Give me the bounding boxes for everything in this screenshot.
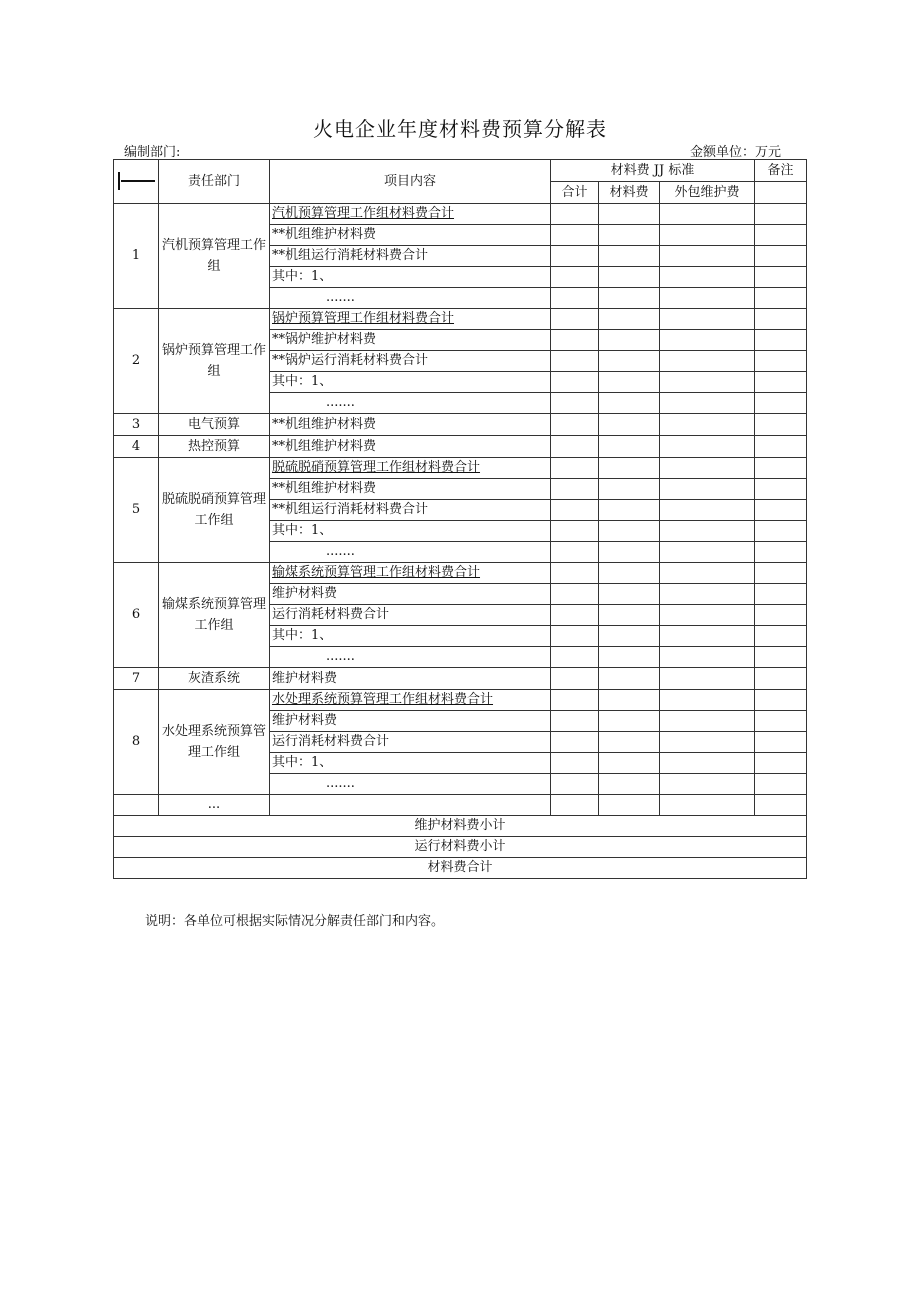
outsourced-cell-value[interactable]: [660, 753, 755, 774]
item-content: **锅炉运行消耗材料费合计: [270, 351, 551, 372]
material-cell-value[interactable]: [599, 372, 660, 393]
item-content: **机组维护材料费: [270, 414, 551, 436]
item-header: 项目内容: [270, 160, 551, 204]
group-number: 5: [114, 458, 159, 563]
item-content: 运行消耗材料费合计: [270, 605, 551, 626]
item-content: 其中：1、: [270, 626, 551, 647]
amount-unit-label: 金额单位：万元: [690, 145, 782, 160]
dept-header: 责任部门: [159, 160, 270, 204]
table-row: [114, 858, 807, 879]
remark-cell-value[interactable]: [755, 309, 807, 330]
ellipsis-dept: ...: [159, 795, 270, 816]
page-title: 火电企业年度材料费预算分解表: [313, 117, 607, 141]
summary-total: 运行材料费小计: [114, 837, 807, 858]
outsourced-cell-value[interactable]: [660, 732, 755, 753]
item-content: .......: [270, 647, 551, 668]
material-cell-value[interactable]: [599, 288, 660, 309]
remark-cell-value[interactable]: [755, 605, 807, 626]
outsourced-cell-value[interactable]: [660, 330, 755, 351]
outsourced-cell-value[interactable]: [660, 521, 755, 542]
remark-cell-value[interactable]: [755, 732, 807, 753]
material-cell-value[interactable]: [599, 267, 660, 288]
remark-cell-value[interactable]: [755, 267, 807, 288]
material-cell-value[interactable]: [599, 414, 660, 436]
total-cell-value[interactable]: [551, 711, 599, 732]
total-cell-value[interactable]: [551, 458, 599, 479]
remark-cell-value[interactable]: [755, 246, 807, 267]
total-cell-value[interactable]: [551, 267, 599, 288]
outsourced-cell-value[interactable]: [660, 246, 755, 267]
item-content: 其中：1、: [270, 267, 551, 288]
table-row: [114, 458, 807, 479]
responsible-department: 热控预算: [159, 436, 270, 458]
item-content: .......: [270, 393, 551, 414]
table-row: [114, 668, 807, 690]
responsible-department: 锅炉预算管理工作组: [159, 309, 270, 414]
group-number: 2: [114, 309, 159, 414]
group-number: 1: [114, 204, 159, 309]
group-number: 6: [114, 563, 159, 668]
material-cell-value[interactable]: [599, 351, 660, 372]
item-content: **机组维护材料费: [270, 479, 551, 500]
outsourced-cell-value[interactable]: [660, 436, 755, 458]
material-cell-value[interactable]: [599, 521, 660, 542]
table-row: [114, 816, 807, 837]
table-row: [114, 795, 807, 816]
remark-cell-value[interactable]: [755, 351, 807, 372]
material-cell-value[interactable]: [599, 690, 660, 711]
outsourced-cell-value[interactable]: [660, 458, 755, 479]
total-cell-value[interactable]: [551, 246, 599, 267]
total-cell-value[interactable]: [551, 351, 599, 372]
total-cell-value[interactable]: [551, 479, 599, 500]
outsourced-cell-value[interactable]: [660, 774, 755, 795]
item-content: .......: [270, 542, 551, 563]
material-cell-value[interactable]: [599, 500, 660, 521]
remark-cell-value[interactable]: [755, 584, 807, 605]
item-content: .......: [270, 288, 551, 309]
total-cell-value[interactable]: [551, 542, 599, 563]
remark-cell-value[interactable]: [755, 774, 807, 795]
outsourced-cell-value[interactable]: [660, 393, 755, 414]
table-row: [114, 309, 807, 330]
total-cell-value[interactable]: [551, 647, 599, 668]
group-number: 7: [114, 668, 159, 690]
total-cell-value[interactable]: [551, 605, 599, 626]
summary-total: 材料费合计: [114, 858, 807, 879]
remark-cell-value[interactable]: [755, 711, 807, 732]
remark-cell-value[interactable]: [755, 330, 807, 351]
outsourced-cell-value[interactable]: [660, 584, 755, 605]
material-cell-value[interactable]: [599, 795, 660, 816]
group-number: [114, 795, 159, 816]
corner-bar-mark: [118, 172, 120, 190]
material-cell-value[interactable]: [599, 774, 660, 795]
outsourced-cell-value[interactable]: [660, 626, 755, 647]
item-content: 其中：1、: [270, 372, 551, 393]
material-standard-header: 材料费 JJ 标准: [551, 160, 755, 182]
material-cell-value[interactable]: [599, 479, 660, 500]
total-cell-value[interactable]: [551, 626, 599, 647]
material-cell-value[interactable]: [599, 542, 660, 563]
item-content: 运行消耗材料费合计: [270, 732, 551, 753]
table-row: [114, 837, 807, 858]
outsourced-cell-value[interactable]: [660, 267, 755, 288]
total-cell-value[interactable]: [551, 584, 599, 605]
outsourced-cell-value[interactable]: [660, 351, 755, 372]
material-cell-value[interactable]: [599, 246, 660, 267]
remark-cell-value[interactable]: [755, 626, 807, 647]
outsourced-header: 外包维护费: [660, 182, 755, 204]
item-content: .......: [270, 774, 551, 795]
seq-header: [114, 160, 159, 204]
table-row: [114, 414, 807, 436]
remark-cell-value[interactable]: [755, 563, 807, 584]
outsourced-cell-value[interactable]: [660, 647, 755, 668]
remark-cell-value[interactable]: [755, 690, 807, 711]
remark-cell-value[interactable]: [755, 393, 807, 414]
material-cell-value[interactable]: [599, 393, 660, 414]
remark-cell-value[interactable]: [755, 647, 807, 668]
item-content: 脱硫脱硝预算管理工作组材料费合计: [270, 458, 551, 479]
total-cell-value[interactable]: [551, 774, 599, 795]
item-content: 其中：1、: [270, 753, 551, 774]
total-cell-value[interactable]: [551, 288, 599, 309]
material-cell-value[interactable]: [599, 711, 660, 732]
item-content: 其中：1、: [270, 521, 551, 542]
remark-cell-value[interactable]: [755, 753, 807, 774]
item-content: **机组维护材料费: [270, 436, 551, 458]
remark-cell-value[interactable]: [755, 288, 807, 309]
total-cell-value[interactable]: [551, 563, 599, 584]
footnote: 说明：各单位可根据实际情况分解责任部门和内容。: [145, 914, 445, 929]
material-cell-value[interactable]: [599, 605, 660, 626]
outsourced-cell-value[interactable]: [660, 795, 755, 816]
responsible-department: 灰渣系统: [159, 668, 270, 690]
total-cell-value[interactable]: [551, 436, 599, 458]
item-content: **机组运行消耗材料费合计: [270, 246, 551, 267]
item-content: **锅炉维护材料费: [270, 330, 551, 351]
outsourced-cell-value[interactable]: [660, 225, 755, 246]
item-content: 维护材料费: [270, 668, 551, 690]
remark-cell-value[interactable]: [755, 372, 807, 393]
outsourced-cell-value[interactable]: [660, 668, 755, 690]
remark-cell-value[interactable]: [755, 668, 807, 690]
outsourced-cell-value[interactable]: [660, 204, 755, 225]
outsourced-cell-value[interactable]: [660, 500, 755, 521]
total-cell-value[interactable]: [551, 795, 599, 816]
item-content: 水处理系统预算管理工作组材料费合计: [270, 690, 551, 711]
outsourced-cell-value[interactable]: [660, 605, 755, 626]
remark-cell-value[interactable]: [755, 500, 807, 521]
total-cell-value[interactable]: [551, 204, 599, 225]
item-content: 维护材料费: [270, 584, 551, 605]
group-number: 4: [114, 436, 159, 458]
outsourced-cell-value[interactable]: [660, 372, 755, 393]
material-header: 材料费: [599, 182, 660, 204]
item-content: **机组维护材料费: [270, 225, 551, 246]
item-content: 输煤系统预算管理工作组材料费合计: [270, 563, 551, 584]
outsourced-cell-value[interactable]: [660, 711, 755, 732]
material-cell-value[interactable]: [599, 563, 660, 584]
item-content: 汽机预算管理工作组材料费合计: [270, 204, 551, 225]
total-cell-value[interactable]: [551, 521, 599, 542]
total-cell-value[interactable]: [551, 330, 599, 351]
outsourced-cell-value[interactable]: [660, 309, 755, 330]
outsourced-cell-value[interactable]: [660, 690, 755, 711]
material-cell-value[interactable]: [599, 584, 660, 605]
table-row: [114, 204, 807, 225]
material-cell-value[interactable]: [599, 753, 660, 774]
total-cell-value[interactable]: [551, 414, 599, 436]
summary-total: 维护材料费小计: [114, 816, 807, 837]
outsourced-cell-value[interactable]: [660, 288, 755, 309]
responsible-department: 输煤系统预算管理工作组: [159, 563, 270, 668]
total-cell-value[interactable]: [551, 753, 599, 774]
material-cell-value[interactable]: [599, 309, 660, 330]
material-cell-value[interactable]: [599, 204, 660, 225]
outsourced-cell-value[interactable]: [660, 563, 755, 584]
remark-cell-value[interactable]: [755, 458, 807, 479]
material-cell-value[interactable]: [599, 626, 660, 647]
total-cell-value[interactable]: [551, 690, 599, 711]
responsible-department: 电气预算: [159, 414, 270, 436]
remark-cell-value[interactable]: [755, 414, 807, 436]
total-cell-value[interactable]: [551, 309, 599, 330]
compiling-department-label: 编制部门:: [124, 145, 181, 160]
remark-cell-value[interactable]: [755, 542, 807, 563]
table-row: [114, 563, 807, 584]
responsible-department: 脱硫脱硝预算管理工作组: [159, 458, 270, 563]
remark-header: 备注: [755, 160, 807, 182]
outsourced-cell-value[interactable]: [660, 414, 755, 436]
responsible-department: 汽机预算管理工作组: [159, 204, 270, 309]
total-header: 合计: [551, 182, 599, 204]
total-cell-value[interactable]: [551, 225, 599, 246]
material-cell-value[interactable]: [599, 668, 660, 690]
remark-cell-value[interactable]: [755, 225, 807, 246]
total-cell-value[interactable]: [551, 668, 599, 690]
total-cell-value[interactable]: [551, 372, 599, 393]
item-content: [270, 795, 551, 816]
budget-table: [113, 159, 807, 879]
total-cell-value[interactable]: [551, 393, 599, 414]
material-cell-value[interactable]: [599, 647, 660, 668]
group-number: 3: [114, 414, 159, 436]
item-content: 维护材料费: [270, 711, 551, 732]
remark-cell-value[interactable]: [755, 479, 807, 500]
remark-cell-value[interactable]: [755, 795, 807, 816]
remark-cell-value[interactable]: [755, 204, 807, 225]
table-row: [114, 690, 807, 711]
remark-header-blank: [755, 182, 807, 204]
outsourced-cell-value[interactable]: [660, 479, 755, 500]
material-cell-value[interactable]: [599, 436, 660, 458]
material-cell-value[interactable]: [599, 458, 660, 479]
material-cell-value[interactable]: [599, 225, 660, 246]
remark-cell-value[interactable]: [755, 521, 807, 542]
remark-cell-value[interactable]: [755, 436, 807, 458]
table-row: [114, 436, 807, 458]
material-cell-value[interactable]: [599, 330, 660, 351]
item-content: **机组运行消耗材料费合计: [270, 500, 551, 521]
total-cell-value[interactable]: [551, 732, 599, 753]
seq-header-mark: [121, 180, 155, 182]
item-content: 锅炉预算管理工作组材料费合计: [270, 309, 551, 330]
outsourced-cell-value[interactable]: [660, 542, 755, 563]
material-cell-value[interactable]: [599, 732, 660, 753]
total-cell-value[interactable]: [551, 500, 599, 521]
responsible-department: 水处理系统预算管理工作组: [159, 690, 270, 795]
group-number: 8: [114, 690, 159, 795]
